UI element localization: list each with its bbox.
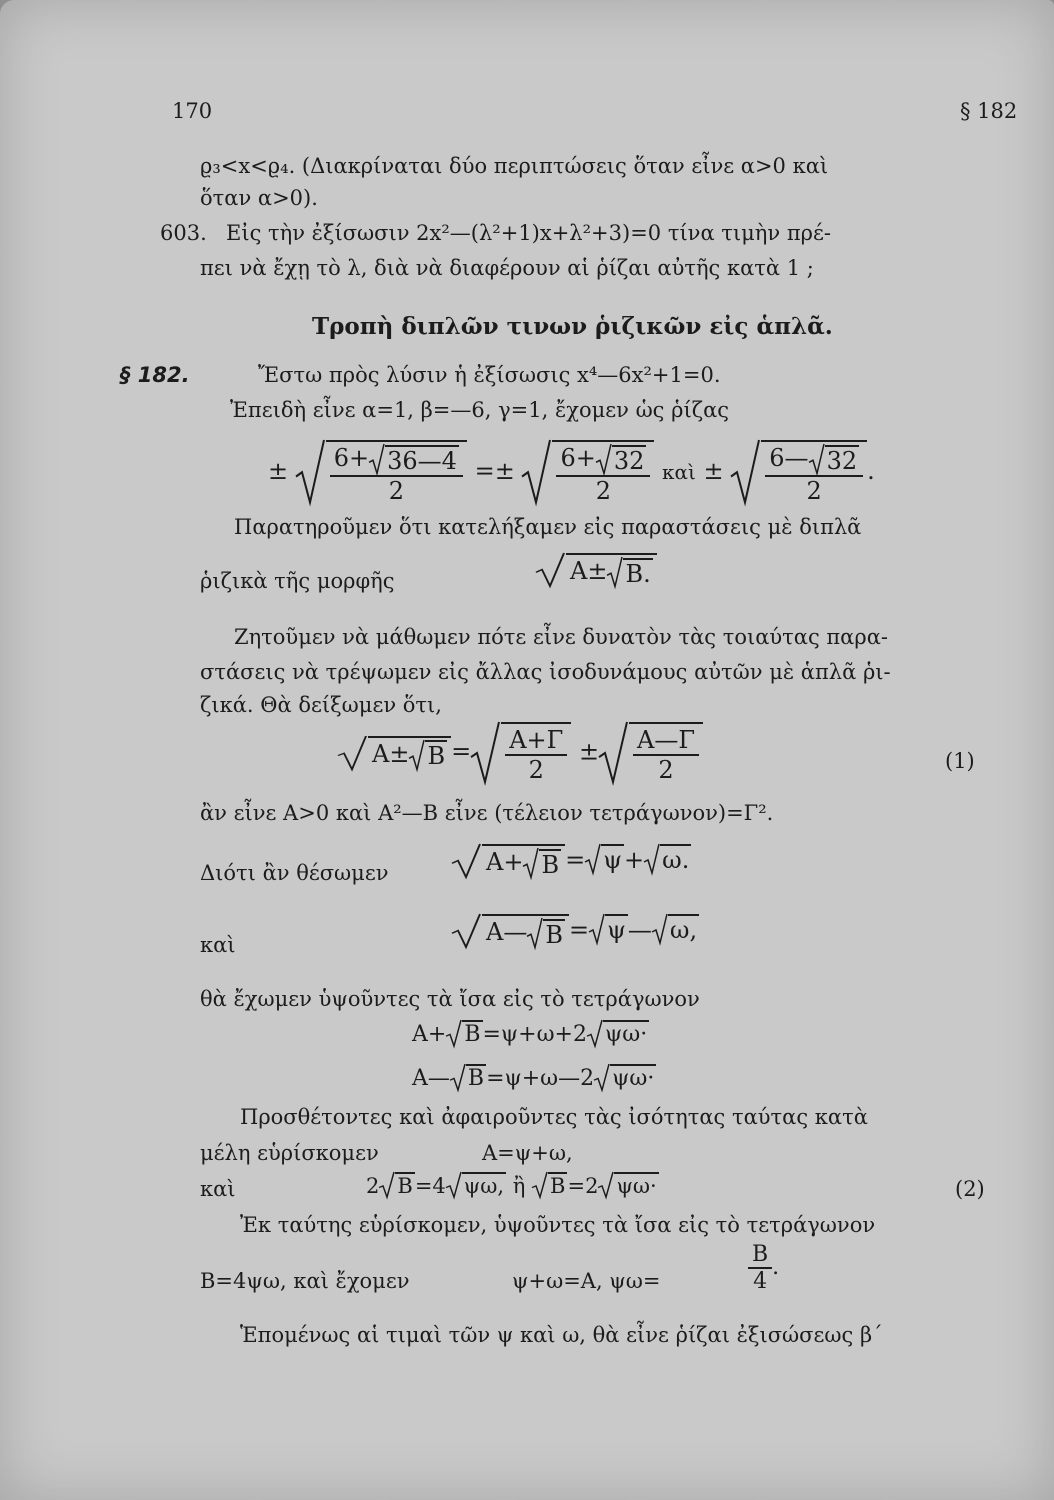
equation-tag: (1) <box>945 749 975 773</box>
equation-set-1: Α+ Β = ψ+ ω. <box>452 844 691 879</box>
text-line: ἂν εἶνε Α>0 καὶ Α²—Β εἶνε (τέλειον τετράγωνον)=Γ². <box>200 801 774 825</box>
text-line: Α=ψ+ω, <box>482 1141 573 1165</box>
text-line: Ἑπομένως αἱ τιμαὶ τῶν ψ καὶ ω, θὰ εἶνε ῥίζαι ἐξισώσεως β΄ <box>240 1323 883 1347</box>
text-line: Προσθέτοντες καὶ ἀφαιροῦντες τὰς ἰσότητας ταύτας κατὰ <box>240 1105 868 1129</box>
text-line: Ἐπειδὴ εἶνε α=1, β=—6, γ=1, ἔχομεν ὡς ῥίζας <box>230 398 730 422</box>
text-line: Παρατηροῦμεν ὅτι κατελήξαμεν εἰς παραστάσεις μὲ διπλᾶ <box>234 515 862 539</box>
text-line: θὰ ἔχωμεν ὑψοῦντες τὰ ἴσα εἰς τὸ τετράγωνον <box>200 987 700 1011</box>
fraction-B-over-4: $\frac{B}{4}$ . <box>748 1242 779 1294</box>
squared-equation-2: Α— Β=ψ+ω—2 ψω· <box>412 1066 655 1091</box>
text-line: καὶ <box>200 1177 236 1201</box>
text-line: μέλη εὑρίσκομεν <box>200 1141 379 1165</box>
equation-1: Α± Β = $\frac{A+\Gamma}{2}$ ± $\frac{A—\Gamma}{2}$ <box>338 722 703 784</box>
text-line: ὅταν α>0). <box>200 186 318 210</box>
equation-set-2: Α— Β = ψ— ω, <box>452 914 699 949</box>
exercise-number: 603. <box>160 221 207 245</box>
section-heading: Τροπὴ διπλῶν τινων ῥιζικῶν εἰς ἁπλᾶ. <box>312 313 833 340</box>
equation-2: 2 Β=4 ψω, ἢ Β=2 ψω· <box>366 1174 657 1198</box>
text-line: ψ+ω=Α, ψω= <box>512 1269 661 1293</box>
text-line: Εἰς τὴν ἐξίσωσιν 2x²—(λ²+1)x+λ²+3)=0 τίνα τιμὴν πρέ- <box>226 221 831 245</box>
page-number: 170 <box>172 99 213 123</box>
text-line: Ἐκ ταύτης εὑρίσκομεν, ὑψοῦντες τὰ ἴσα εἰς τὸ τετράγωνον <box>240 1213 876 1237</box>
section-header: § 182 <box>960 99 1018 123</box>
squared-equation-1: Α+ Β=ψ+ω+2 ψω· <box>412 1022 648 1047</box>
text-line: στάσεις νὰ τρέψωμεν εἰς ἄλλας ἰσοδυνάμους αὐτῶν μὲ ἁπλᾶ ῥι- <box>200 660 891 684</box>
text-line: ζικά. Θὰ δείξωμεν ὅτι, <box>200 693 442 717</box>
text-line: Ἔστω πρὸς λύσιν ἡ ἐξίσωσις x⁴—6x²+1=0. <box>258 363 721 387</box>
radical-form: Α± Β. <box>536 553 657 588</box>
text-line: Ζητοῦμεν νὰ μάθωμεν πότε εἶνε δυνατὸν τὰς τοιαύτας παρα- <box>234 625 888 649</box>
text-line: πει νὰ ἔχῃ τὸ λ, διὰ νὰ διαφέρουν αἱ ῥίζαι αὐτῆς κατὰ 1 ; <box>200 256 814 280</box>
text-line: καὶ <box>200 933 236 957</box>
text-line: Β=4ψω, καὶ ἔχομεν <box>200 1269 410 1293</box>
text-line: Διότι ἂν θέσωμεν <box>200 861 389 885</box>
text-line: ϱ₃<x<ϱ₄. (Διακρίναται δύο περιπτώσεις ὅταν εἶνε α>0 καὶ <box>200 154 829 178</box>
text-line: ῥιζικὰ τῆς μορφῆς <box>200 569 395 593</box>
roots-formula: ± 6+ 36—4 2 =± 6+ 32 2 καὶ ± 6— 32 2 . <box>268 440 875 505</box>
section-label: § 182. <box>120 363 190 387</box>
equation-tag: (2) <box>955 1177 985 1201</box>
